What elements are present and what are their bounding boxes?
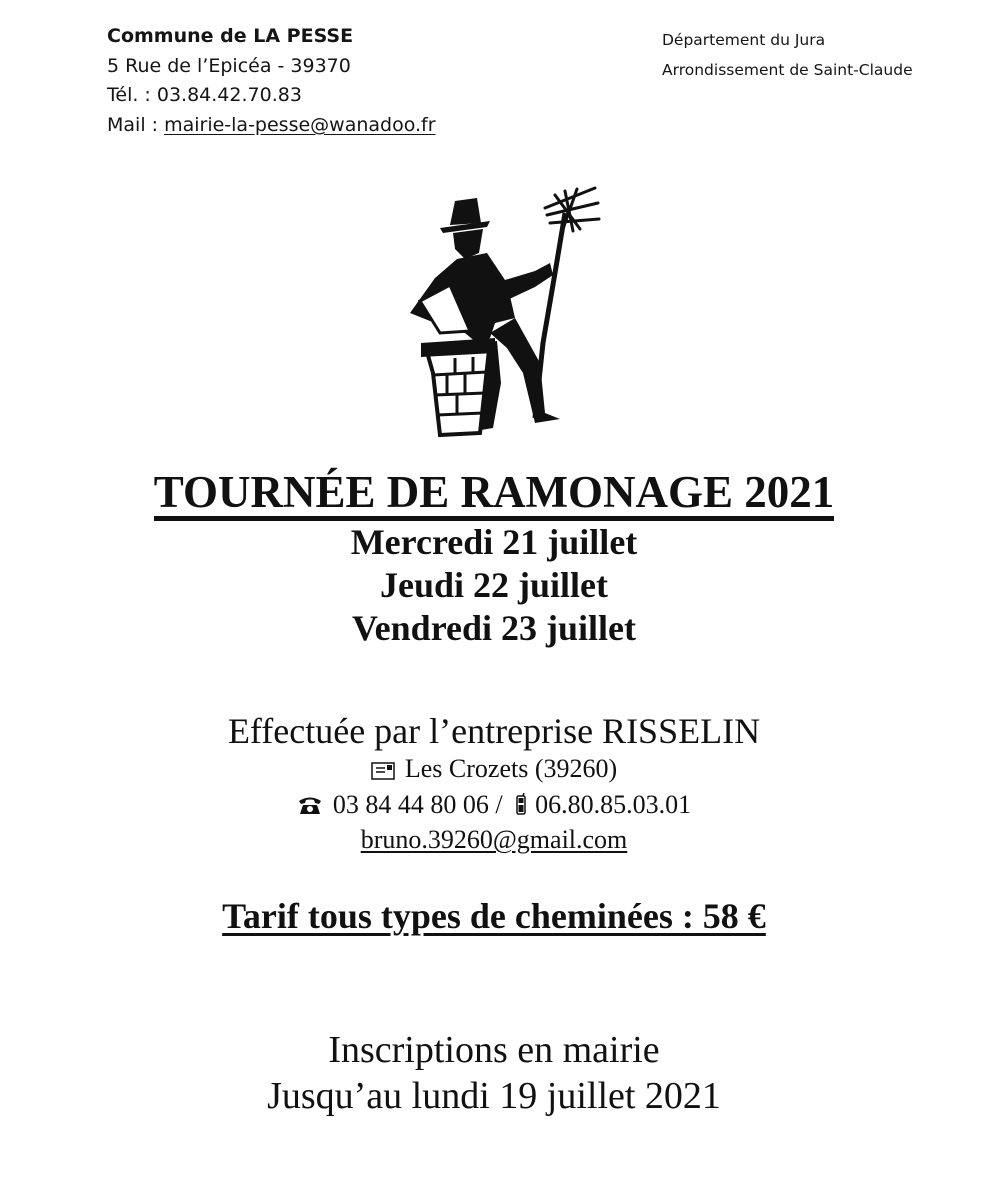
phone-number: 03 84 44 80 06 / (332, 789, 503, 819)
department-name: Département du Jura (662, 31, 826, 49)
company-contact (0, 752, 988, 856)
location-text: Les Crozets (39260) (404, 754, 618, 783)
chimney-sweep-icon (395, 183, 610, 443)
date-item: Vendredi 23 juillet (351, 608, 637, 648)
telephone-icon (297, 790, 323, 823)
mail-link[interactable]: mairie-la-pesse@wanadoo.fr (164, 113, 436, 136)
registration-info (0, 1027, 988, 1119)
page-title: TOURNÉE DE RAMONAGE 2021 (0, 464, 988, 521)
commune-mail (107, 111, 436, 141)
date-item: Jeudi 22 juillet (379, 565, 608, 605)
letter-icon (371, 755, 395, 788)
registration-deadline: Jusqu’au lundi 19 juillet 2021 (267, 1075, 721, 1117)
commune-phone: Tél. : 03.84.42.70.83 (107, 84, 302, 106)
email-link[interactable]: bruno.39260@gmail.com (360, 825, 628, 855)
mobile-phone-icon (515, 790, 527, 823)
phone-line (0, 788, 988, 824)
registration-line: Inscriptions en mairie (328, 1029, 660, 1071)
company-line: Effectuée par l’entreprise RISSELIN (227, 711, 761, 751)
mail-label: Mail : (107, 113, 165, 136)
commune-address: 5 Rue de l’Epicéa - 39370 (107, 54, 351, 77)
dates-list (0, 521, 988, 650)
arrondissement-name: Arrondissement de Saint-Claude (662, 61, 913, 79)
date-item: Mercredi 21 juillet (350, 522, 638, 562)
price-line: Tarif tous types de cheminées : 58 € (222, 896, 766, 936)
commune-name: Commune de LA PESSE (107, 25, 354, 47)
location-line (0, 752, 988, 788)
mobile-number: 06.80.85.03.01 (535, 789, 692, 819)
commune-header (107, 22, 436, 140)
department-header (662, 25, 913, 85)
